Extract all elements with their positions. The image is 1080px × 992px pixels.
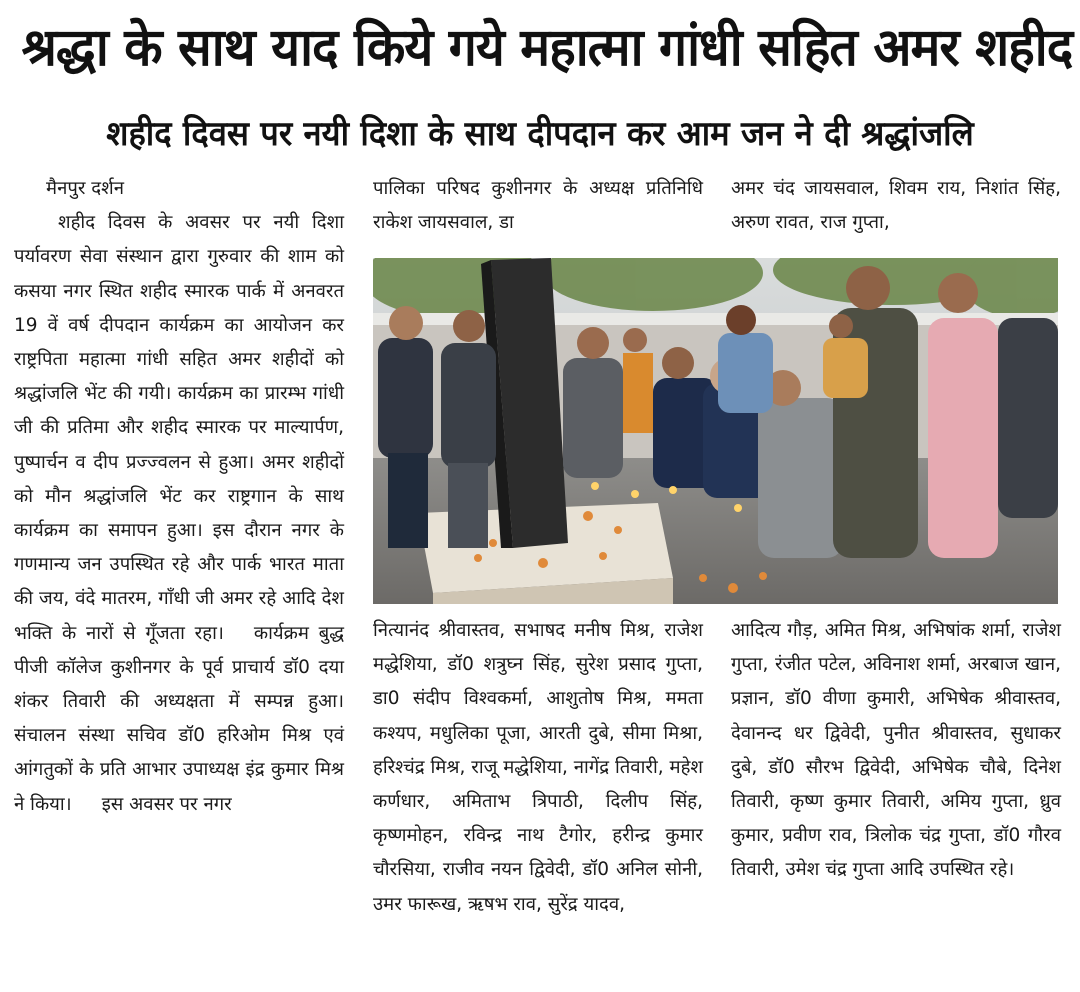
paragraph-3: इस अवसर पर नगर	[101, 793, 232, 815]
body-text-column-3-bottom: आदित्य गौड़, अमित मिश्र, अभिषांक शर्मा, राजेश गुप्ता, रंजीत पटेल, अविनाश शर्मा, अरबाज खान, प्रज्ञान, डॉ0 वीणा कुमारी, अभिषेक श्रीवास्तव, देवानन्द धर द्विवेदी, पुनीत श्रीवास्तव, सुधाकर दुबे, डॉ0 सौरभ द्विवेदी, अभिषेक चौबे, दिनेश तिवारी, कृष्ण कुमार तिवारी, अमिय गुप्ता, ध्रुव कुमार, प्रवीण राव, त्रिलोक चंद्र गुप्ता, डॉ0 गौरव तिवारी, उमेश चंद्र गुप्ता आदि उपस्थित रहे।	[731, 620, 1061, 881]
subheadline: शहीद दिवस पर नयी दिशा के साथ दीपदान कर आम जन ने दी श्रद्धांजलि	[106, 114, 974, 154]
headline: श्रद्धा के साथ याद किये गये महात्मा गांधी सहित अमर शहीद	[21, 18, 1073, 78]
event-photo	[373, 258, 1058, 604]
paragraph-2: कार्यक्रम बुद्ध पीजी कॉलेज कुशीनगर के पूर्व प्राचार्य डॉ0 दया शंकर तिवारी की अध्यक्षता में सम्पन्न हुआ। संचालन संस्था सचिव डॉ0 हरिओम मिश्र एवं आंगतुकों के प्रति आभार उपाध्यक्ष इंद्र कुमार मिश्र ने किया।	[14, 622, 344, 815]
body-text-column-2-top: पालिका परिषद कुशीनगर के अध्यक्ष प्रतिनिधि राकेश जायसवाल, डा	[373, 178, 703, 234]
event-photo-illustration	[373, 258, 1058, 604]
column-2-bottom	[373, 614, 703, 922]
dateline: मैनपुर दर्शन	[46, 178, 124, 199]
body-text-column-2-bottom: नित्यानंद श्रीवास्तव, सभाषद मनीष मिश्र, राजेश मद्धेशिया, डॉ0 शत्रुघ्न सिंह, सुरेश प्रसाद गुप्ता, डा0 संदीप विश्वकर्मा, आशुतोष मिश्र, ममता कश्यप, मधुलिका पूजा, आरती दुबे, सीमा मिश्रा, हरिश्चंद्र मिश्र, राजू मद्धेशिया, नागेंद्र तिवारी, महेश कर्णधार, अमिताभ त्रिपाठी, दिलीप सिंह, कृष्णमोहन, रविन्द्र नाथ टैगोर, हरीन्द्र कुमार चौरसिया, राजीव नयन द्विवेदी, डॉ0 अनिल सोनी, उमर फारूख, ऋषभ राव, सुरेंद्र यादव,	[373, 620, 703, 915]
body-text-column-3-top: अमर चंद जायसवाल, शिवम राय, निशांत सिंह, अरुण रावत, राज गुप्ता,	[731, 178, 1061, 234]
column-1	[14, 172, 344, 822]
column-3-top	[731, 172, 1061, 240]
body-text-column-1	[14, 206, 344, 822]
column-2-top	[373, 172, 703, 240]
paragraph-1: शहीद दिवस के अवसर पर नयी दिशा पर्यावरण सेवा संस्थान द्वारा गुरुवार की शाम को कसया नगर स्थित शहीद स्मारक पार्क में अनवरत 19 वें वर्ष दीपदान कार्यक्रम का आयोजन कर राष्ट्रपिता महात्मा गांधी सहित अमर शहीदों को श्रद्धांजलि भेंट की गयी। कार्यक्रम का प्रारम्भ गांधी जी की प्रतिमा और शहीद स्मारक पर माल्यार्पण, पुष्पार्चन व दीप प्रज्ज्वलन से हुआ। अमर शहीदों को मौन श्रद्धांजलि भेंट कर राष्ट्रगान के साथ कार्यक्रम का समापन हुआ। इस दौरान नगर के गणमान्य जन उपस्थित रहे और पार्क भारत माता की जय, वंदे मातरम, गाँधी जी अमर रहे आदि देश भक्ति के नारों से गूँजता रहा।	[14, 212, 344, 644]
column-3-bottom	[731, 614, 1061, 888]
